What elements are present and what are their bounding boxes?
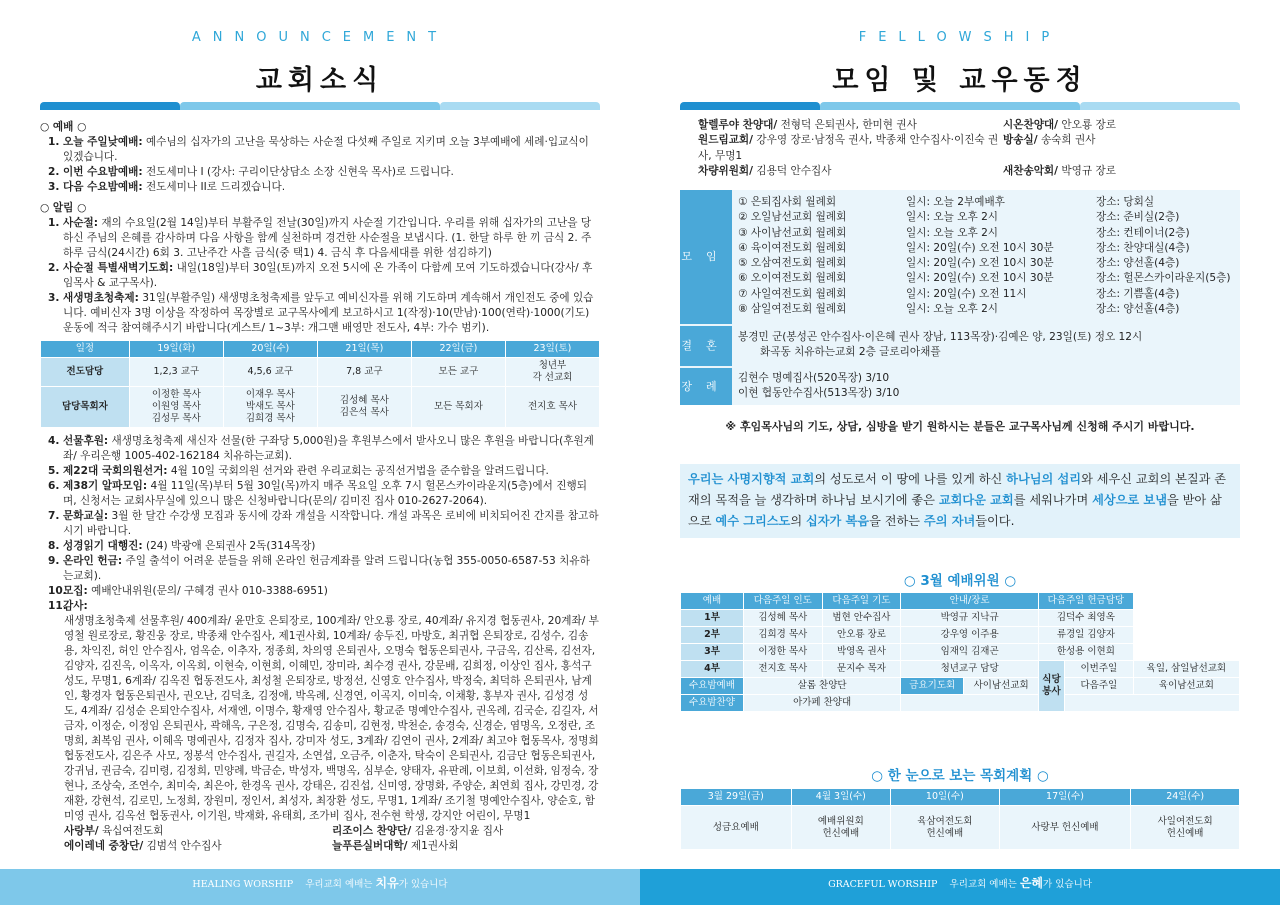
footer-highlight: 은혜 <box>1019 876 1044 890</box>
thanks-label: 에이레네 중창단/ <box>64 840 144 852</box>
march-header: 예배 <box>681 593 744 610</box>
mission-fragment: 와 세우신 교회의 본질과 존재의 목적을 늘 생각하며 하나님 보시기에 좋은 <box>688 472 1227 507</box>
meeting-time: 일시: 오늘 2부예배후 <box>906 196 1005 208</box>
choir-list <box>698 118 1238 179</box>
item-label: 사순절: <box>63 217 98 229</box>
item-number: 9. <box>48 555 60 567</box>
item-text: 전도세미나 I (강사: 구리이단상담소 소장 신현욱 목사)로 드립니다. <box>145 166 454 178</box>
wedding-line: 봉경민 군(봉성곤 안수집사·이은혜 권사 장남, 113목장)·김예은 양, 23일(토) 정오 12시 <box>738 331 1143 343</box>
notice-list <box>40 216 600 336</box>
meal-label-next: 다음주일 <box>1064 678 1133 695</box>
table-cell: 강우영 이주용 <box>901 627 1039 644</box>
header-band <box>440 102 600 110</box>
list-item <box>40 554 600 584</box>
list-item <box>40 135 600 165</box>
pastoral-plan-table <box>680 788 1240 850</box>
dawn-label: 수요밤찬양 <box>681 695 744 712</box>
item-body <box>63 479 600 509</box>
thanks-entry <box>64 839 332 854</box>
item-text: 4월 11일(목)부터 5월 30일(목)까지 매주 목요일 오후 7시 헐몬스카이라운지(5층)에서 진행되며, 신청서는 교회사무실에 있으니 많은 신청바랍니다(문의/ 김미진 집사 010-2627-2064). <box>63 480 587 507</box>
schedule-header: 20일(수) <box>223 341 317 358</box>
meeting-time: 일시: 20일(수) 오전 10시 30분 <box>906 272 1054 285</box>
item-number: 10. <box>48 585 67 597</box>
item-text: 31일(부활주일) 새생명초청축제를 앞두고 예비신자를 위해 기도하며 계속해서 개인전도 중에 있습니다. 예비신자 3명 이상을 작정하여 목장별로 교구목사에게 보고하시고 1(작정)·10(만남)·100(연락)·1000(기도) 운동에 적극 참여해주시기 바랍니다(게스트/ 1~3부: 개그맨 배영만 전도사, 4부: 가수 범키). <box>63 292 594 334</box>
item-body <box>63 509 600 539</box>
plan-header: 3월 29일(금) <box>681 789 792 806</box>
table-row <box>681 695 1240 712</box>
notice-list <box>40 434 600 614</box>
meeting-time: 일시: 오늘 오후 2시 <box>906 303 999 316</box>
mission-fragment: 주의 자녀 <box>923 514 976 528</box>
march-worship-table <box>680 592 1240 712</box>
item-text: 주일 출석이 어려운 분들을 위해 온라인 헌금계좌를 알려 드립니다(농협 355-0050-6587-53 치유하는교회). <box>63 555 590 582</box>
meeting-place: 장소: 당회실 <box>1096 196 1155 208</box>
meeting-row <box>738 241 1238 256</box>
item-number: 3. <box>48 181 60 193</box>
meeting-place: 장소: 준비실(2층) <box>1096 211 1180 224</box>
funeral-label: 장례 <box>680 368 732 405</box>
meeting-row <box>738 256 1238 271</box>
meeting-row <box>738 287 1238 302</box>
mission-fragment: 하나님의 섭리 <box>1006 472 1082 486</box>
mission-fragment: 우리는 사명지향적 교회 <box>688 472 815 486</box>
meeting-time: 일시: 20일(수) 오전 10시 30분 <box>906 241 1054 254</box>
item-text: 재의 수요일(2월 14일)부터 부활주일 전날(30일)까지 사순절 기간입니다. 우리를 위해 십자가의 고난을 당하신 주님의 은혜를 감사하며 다음 사항을 함께 실천하며 경건한 사순절을 보냅시다. (1. 한달 하루 한 끼 금식 2. 주 하루 금식(24시간) 6회 3. 고난주간 사흘 금식(중 택1) 4. 금식 후 다음세대를 위한 섬김하기) <box>63 217 592 259</box>
choir-names: 송숙희 권사 <box>1040 134 1096 147</box>
mission-fragment: 의 성도로서 이 땅에 나를 있게 하신 <box>814 472 1007 486</box>
table-cell: 이정한 목사 <box>743 644 822 661</box>
schedule-header: 23일(토) <box>505 341 599 358</box>
list-item <box>40 291 600 336</box>
table-cell: 박영옥 권사 <box>822 644 901 661</box>
evangelism-schedule-table <box>40 340 600 428</box>
item-number: 2. <box>48 262 60 274</box>
meeting-row <box>738 195 1238 210</box>
schedule-header: 21일(목) <box>317 341 411 358</box>
list-item <box>40 479 600 509</box>
march-header: 다음주일 기도 <box>822 593 901 610</box>
table-cell: 이재우 목사 박새도 목사 김희경 목사 <box>223 387 317 428</box>
meeting-name: ④ 육이여전도회 월례회 <box>738 241 847 254</box>
table-row <box>681 678 1240 695</box>
mission-fragment: 십자가 복음 <box>805 514 870 528</box>
wed-label: 수요밤예배 <box>681 678 744 695</box>
thanks-name: 김윤경·장지윤 집사 <box>414 825 504 837</box>
wed-value: 살롬 찬양단 <box>743 678 900 695</box>
table-cell: 안오룡 장로 <box>822 627 901 644</box>
mission-fragment: 들이다. <box>975 514 1015 528</box>
meeting-name: ② 오일남선교회 월례회 <box>738 211 847 224</box>
schedule-header: 19일(화) <box>129 341 223 358</box>
footer-text: 우리교회 예배는 <box>305 879 376 890</box>
meeting-place: 장소: 양선홀(4층) <box>1096 257 1180 270</box>
plan-header: 17일(수) <box>999 789 1131 806</box>
thanks-label: 리조이스 찬양단/ <box>332 825 412 837</box>
item-label: 이번 수요밤예배: <box>63 166 143 178</box>
item-body <box>63 180 600 195</box>
thanks-name: 김범석 안수집사 <box>146 840 222 852</box>
item-label: 온라인 헌금: <box>63 555 123 567</box>
wedding-label: 결혼 <box>680 326 732 366</box>
choir-label: 방송실/ <box>1003 134 1038 147</box>
thanks-block <box>40 614 600 854</box>
empty-cell <box>1064 695 1239 712</box>
list-item <box>40 509 600 539</box>
item-number: 8. <box>48 540 60 552</box>
footer-english: GRACEFUL WORSHIP <box>828 879 938 890</box>
meeting-place: 장소: 헐몬스카이라운지(5층) <box>1096 272 1231 285</box>
fri-label: 금요기도회 <box>901 678 964 695</box>
mission-fragment: 예수 그리스도 <box>715 514 791 528</box>
thanks-name: 제1권사회 <box>410 840 459 852</box>
thanks-entry <box>332 839 600 854</box>
thanks-text: 새생명초청축제 선물후원/ 400계좌/ 윤만호 은퇴장로, 100계좌/ 안오룡 장로, 40계좌/ 유지경 협동권사, 20계좌/ 부영철 원로장로, 황진웅 장로, 박종채 안수집사, 제1권사회, 10계좌/ 송두진, 마방호, 최귀협 은퇴장로, 김성수, 김송용, 차익진, 허인 안수집사, 엄옥순, 이추자, 정종희, 차의영 은퇴권사, 오명숙 협동은퇴권사, 구금옥, 김산록, 김선자, 김양자, 김진옥, 이옥자, 이옥희, 이현숙, 이현희, 이혜민, 장미라, 최수경 권사, 강문배, 김희정, 이상인 집사, 홍석구 성도, 무명1, 6계좌/ 김옥진 협동전도사, 최성철 은퇴장로, 방정선, 신영호 안수집사, 박정숙, 최덕하 은퇴권사, 남계인, 황경자 협동은퇴권사, 권오난, 김덕초, 김정애, 박옥례, 신경연, 이곡지, 이미숙, 이채황, 홍부자 권사, 김성경 성도, 4계좌/ 김성순 은퇴안수집사, 서재엔, 이명수, 황재영 안수집사, 황교준 명예안수집사, 권옥례, 김국순, 김길자, 서금자, 이정순, 이정임 은퇴권사, 곽해옥, 구은정, 김명숙, 김송미, 김현정, 박천순, 송경숙, 신경순, 염명옥, 오정란, 조명희, 최복임 권사, 이혜옥 명예권사, 김정자 집사, 강미자 성도, 3계좌/ 김연이 권사, 2계좌/ 최고야 협동목사, 정명희 협동전도사, 김은주 사모, 정봉석 안수집사, 권길자, 소연섭, 오금주, 이춘자, 탁숙이 은퇴권사, 김금단 협동은퇴권사, 강귀님, 권금숙, 김미령, 김정희, 민양례, 박금순, 박성자, 백명옥, 심부순, 양태자, 유판례, 이보희, 이선화, 임정숙, 장현나, 조상숙, 조연수, 최미숙, 최은아, 한경옥 권사, 강태은, 김진섭, 신미영, 장명화, 주양순, 최연희 집사, 강민경, 강재환, 강현석, 김로민, 노정희, 장원미, 정인서, 최성자, 최장환 성도, 무명1, 1계좌/ 조기철 명예안수집사, 양순호, 함미영 권사, 김옥선 협동권사, 이기원, 박재화, 유태희, 조가비 집사, 전수현 학생, 강지안 어린이, 무명1 <box>64 615 599 822</box>
footer-text-end: 가 있습니다 <box>1043 879 1092 890</box>
notice-heading: ○ 알림 ○ <box>40 202 87 214</box>
choir-names: 김용덕 안수집사 <box>756 164 832 177</box>
plan-header: 24일(수) <box>1131 789 1240 806</box>
meeting-name: ⑧ 삼일여전도회 월례회 <box>738 303 847 316</box>
item-body <box>63 539 600 554</box>
table-header-row <box>681 789 1240 806</box>
list-item <box>40 434 600 464</box>
list-item <box>40 165 600 180</box>
item-body <box>63 261 600 291</box>
table-cell: 청년교구 담당 <box>901 661 1039 678</box>
item-number: 11. <box>48 600 67 612</box>
wedding-line: 화곡동 치유하는교회 2층 글로리아채플 <box>760 346 941 359</box>
meal-label: 식당봉사 <box>1038 661 1064 712</box>
choir-entry <box>698 164 1003 179</box>
table-row <box>681 610 1240 627</box>
table-cell: 전지호 목사 <box>743 661 822 678</box>
table-row <box>41 358 600 387</box>
meal-label-this: 이번주일 <box>1064 661 1133 678</box>
choir-entry <box>698 118 1003 133</box>
table-cell: 이정한 목사 이원영 목사 김성무 목사 <box>129 387 223 428</box>
list-item <box>40 584 600 599</box>
item-text: (24) 박광애 은퇴권사 2독(314목장) <box>145 540 316 552</box>
item-number: 4. <box>48 435 60 447</box>
item-body <box>63 291 600 336</box>
table-cell: 2부 <box>681 627 744 644</box>
table-row <box>681 644 1240 661</box>
choir-label: 새찬송악회/ <box>1003 164 1059 177</box>
table-cell: 김덕수 최영옥 <box>1038 610 1133 627</box>
march-worship-title: ○ 3월 예배위원 ○ <box>903 573 1017 589</box>
thanks-extra <box>64 824 600 854</box>
plan-title: ○ 한 눈으로 보는 목회계획 ○ <box>871 768 1049 784</box>
wedding-info <box>738 330 1238 361</box>
meeting-row <box>738 226 1238 241</box>
item-body <box>63 464 600 479</box>
item-body <box>63 434 600 464</box>
thanks-label: 사랑부/ <box>64 825 99 837</box>
choir-entry <box>1003 133 1238 164</box>
item-label: 제38기 알파모임: <box>63 480 148 492</box>
footer-banner <box>0 869 640 905</box>
footer-english: HEALING WORSHIP <box>192 879 294 890</box>
fri-value: 사이남선교회 <box>964 678 1039 695</box>
meeting-name: ⑥ 오이여전도회 월례회 <box>738 272 847 285</box>
table-cell: 박영규 지낙규 <box>901 610 1039 627</box>
header-band <box>680 102 820 110</box>
table-cell: 김성혜 목사 <box>743 610 822 627</box>
meeting-time: 일시: 오늘 오후 2시 <box>906 211 999 224</box>
item-body <box>63 216 600 261</box>
item-number: 3. <box>48 292 60 304</box>
choir-names: 박영규 장로 <box>1061 164 1116 177</box>
meeting-name: ⑦ 사일여전도회 월례회 <box>738 287 847 300</box>
plan-cell: 성금요예배 <box>681 806 792 850</box>
item-label: 성경읽기 대행진: <box>63 540 143 552</box>
table-cell: 모든 목회자 <box>411 387 505 428</box>
table-cell: 모든 교구 <box>411 358 505 387</box>
meeting-row <box>738 302 1238 317</box>
item-number: 5. <box>48 465 60 477</box>
thanks-entry <box>332 824 600 839</box>
plan-cell: 예배위원회 헌신예배 <box>791 806 890 850</box>
row-label: 담당목회자 <box>41 387 130 428</box>
meeting-name: ③ 사이남선교회 월례회 <box>738 226 847 239</box>
item-text: 3월 한 달간 수강생 모집과 동시에 강좌 개설을 시작합니다. 개설 과목은 로비에 비치되어진 간지를 참고하시기 바랍니다. <box>63 510 599 537</box>
thanks-name: 육십여전도회 <box>101 825 164 837</box>
table-cell: 전지호 목사 <box>505 387 599 428</box>
choir-label: 시온찬양대/ <box>1003 119 1059 131</box>
mission-fragment: 을 받아 삶으로 <box>688 493 1222 528</box>
page-title: 모임 및 교우동정 <box>832 65 1088 96</box>
table-cell: 4,5,6 교구 <box>223 358 317 387</box>
row-label: 전도담당 <box>41 358 130 387</box>
item-label: 모집: <box>63 585 88 597</box>
announcement-body <box>40 118 600 866</box>
item-label: 사순절 특별새벽기도회: <box>63 262 174 274</box>
worship-heading: ○ 예배 ○ <box>40 121 87 133</box>
funeral-line: 이현 협동안수집사(513목장) 3/10 <box>738 387 900 400</box>
meeting-time: 일시: 20일(수) 오전 10시 30분 <box>906 257 1054 270</box>
item-number: 7. <box>48 510 60 522</box>
choir-entry <box>1003 164 1238 179</box>
page-title: 교회소식 <box>255 65 385 96</box>
item-number: 1. <box>48 217 60 229</box>
item-text: 새생명초청축제 새신자 선물(한 구좌당 5,000원)을 후원부스에서 받사오니 많은 후원을 바랍니다(후원계좌/ 우리은행 1005-402-162184 치유하는교회). <box>63 435 594 462</box>
meeting-time: 일시: 20일(수) 오전 11시 <box>906 287 1027 300</box>
table-cell: 청년부 각 선교회 <box>505 358 599 387</box>
schedule-header: 일정 <box>41 341 130 358</box>
footer-banner <box>640 869 1280 905</box>
march-header: 다음주일 헌금담당 <box>1038 593 1133 610</box>
list-item <box>40 180 600 195</box>
item-body <box>63 554 600 584</box>
schedule-header: 22일(금) <box>411 341 505 358</box>
mission-fragment: 를 세워나가며 <box>1013 493 1093 507</box>
table-cell: 문지수 목자 <box>822 661 901 678</box>
plan-cell: 사랑부 헌신예배 <box>999 806 1131 850</box>
header-band <box>820 102 1080 110</box>
table-cell: 한성용 이현희 <box>1038 644 1133 661</box>
item-text: 4월 10일 국회의원 선거와 관련 우리교회는 공직선거법을 준수함을 알려드립니다. <box>170 465 549 477</box>
item-label: 감사: <box>63 600 88 612</box>
item-body <box>63 165 600 180</box>
meeting-time: 일시: 오늘 오후 2시 <box>906 226 999 239</box>
item-label: 제22대 국회의원선거: <box>63 465 168 477</box>
list-item <box>40 261 600 291</box>
list-item <box>40 539 600 554</box>
thanks-entry <box>64 824 332 839</box>
table-cell: 3부 <box>681 644 744 661</box>
item-label: 선물후원: <box>63 435 109 447</box>
item-label: 오늘 주일낮예배: <box>63 136 143 148</box>
table-row <box>41 387 600 428</box>
meeting-row <box>738 271 1238 286</box>
section-eyebrow: FELLOWSHIP <box>858 30 1062 45</box>
table-cell: 7,8 교구 <box>317 358 411 387</box>
march-header: 안내/장로 <box>901 593 1039 610</box>
right-page <box>640 0 1280 905</box>
worship-list <box>40 135 600 195</box>
pastor-request-notice: ※ 후임목사님의 기도, 상담, 심방을 받기 원하시는 분들은 교구목사님께 신청해 주시기 바랍니다. <box>725 420 1195 433</box>
meeting-place: 장소: 찬양대실(4층) <box>1096 241 1190 254</box>
plan-cell: 육삼여전도회 헌신예배 <box>891 806 1000 850</box>
meal-value-this: 육일, 삼일남선교회 <box>1133 661 1239 678</box>
mission-fragment: 의 <box>790 514 806 528</box>
item-number: 2. <box>48 166 60 178</box>
table-cell: 김성혜 목사 김은석 목사 <box>317 387 411 428</box>
choir-names: 강우영 장로·남정옥 권사, 박종채 안수집사·이진숙 권사, 무명1 <box>698 134 999 162</box>
footer-text-end: 가 있습니다 <box>398 879 448 890</box>
funeral-line: 김현수 명예집사(520목장) 3/10 <box>738 372 890 384</box>
table-row <box>681 661 1240 678</box>
choir-label: 차량위원회/ <box>698 164 754 177</box>
thanks-label: 늘푸른실버대학/ <box>332 840 408 852</box>
list-item <box>40 464 600 479</box>
item-text: 내일(18일)부터 30일(토)까지 오전 5시에 온 가족이 다함께 모여 기도하겠습니다(강사/ 후임목사 & 교구목사). <box>63 262 593 289</box>
header-band <box>1080 102 1240 110</box>
mission-statement <box>680 464 1240 538</box>
table-cell: 1부 <box>681 610 744 627</box>
item-text: 예배안내위원(문의/ 구혜경 권사 010-3388-6951) <box>91 585 328 597</box>
meeting-place: 장소: 기쁨홀(4층) <box>1096 287 1180 300</box>
choir-entry <box>698 133 1003 164</box>
meal-value-next: 육이남선교회 <box>1133 678 1239 695</box>
table-cell: 1,2,3 교구 <box>129 358 223 387</box>
meeting-list <box>738 195 1238 317</box>
item-label: 다음 수요밤예배: <box>63 181 143 193</box>
footer-text: 우리교회 예배는 <box>949 879 1020 890</box>
item-body <box>63 584 600 599</box>
meeting-name: ⑤ 오삼여전도회 월례회 <box>738 257 847 270</box>
meeting-place: 장소: 컨테이너(2층) <box>1096 226 1190 239</box>
choir-entry <box>1003 118 1238 133</box>
mission-fragment: 교회다운 교회 <box>938 493 1014 507</box>
meeting-row <box>738 210 1238 225</box>
dawn-value: 아가페 찬양대 <box>743 695 900 712</box>
header-band <box>40 102 180 110</box>
table-header-row <box>681 593 1240 610</box>
table-cell: 임재익 김재곤 <box>901 644 1039 661</box>
item-text: 전도세미나 II로 드리겠습니다. <box>145 181 286 193</box>
list-item <box>40 599 600 614</box>
choir-names: 안오룡 장로 <box>1061 119 1116 131</box>
item-text: 예수님의 십자가의 고난을 묵상하는 사순절 다섯째 주일로 지키며 오늘 3부예배에 세례·입교식이 있겠습니다. <box>63 136 589 163</box>
funeral-info <box>738 371 1238 402</box>
meeting-place: 장소: 양선홀(4층) <box>1096 303 1180 316</box>
item-label: 새생명초청축제: <box>63 292 139 304</box>
choir-names: 전형덕 은퇴권사, 한미현 권사 <box>780 119 917 131</box>
meeting-name: ① 은퇴집사회 월례회 <box>738 196 837 208</box>
item-body <box>63 135 600 165</box>
item-label: 문화교실: <box>63 510 109 522</box>
mission-fragment: 세상으로 보냄 <box>1092 493 1167 507</box>
meeting-label: 모임 <box>680 190 732 324</box>
plan-cell: 사일여전도회 헌신예배 <box>1131 806 1240 850</box>
table-row <box>681 627 1240 644</box>
mission-fragment: 을 전하는 <box>869 514 924 528</box>
header-band <box>180 102 440 110</box>
item-number: 6. <box>48 480 60 492</box>
empty-cell <box>901 695 1039 712</box>
table-cell: 4부 <box>681 661 744 678</box>
march-header: 다음주일 인도 <box>743 593 822 610</box>
table-cell: 류경일 김양자 <box>1038 627 1133 644</box>
table-row <box>681 806 1240 850</box>
item-number: 1. <box>48 136 60 148</box>
footer-highlight: 치유 <box>375 876 399 890</box>
list-item <box>40 216 600 261</box>
table-cell: 김희경 목사 <box>743 627 822 644</box>
section-eyebrow: ANNOUNCEMENT <box>191 30 449 45</box>
choir-label: 원드림교회/ <box>698 134 754 147</box>
plan-header: 4월 3일(수) <box>791 789 890 806</box>
choir-label: 할렐루야 찬양대/ <box>698 119 778 131</box>
table-cell: 범현 안수집사 <box>822 610 901 627</box>
item-body <box>63 599 600 614</box>
plan-header: 10일(수) <box>891 789 1000 806</box>
